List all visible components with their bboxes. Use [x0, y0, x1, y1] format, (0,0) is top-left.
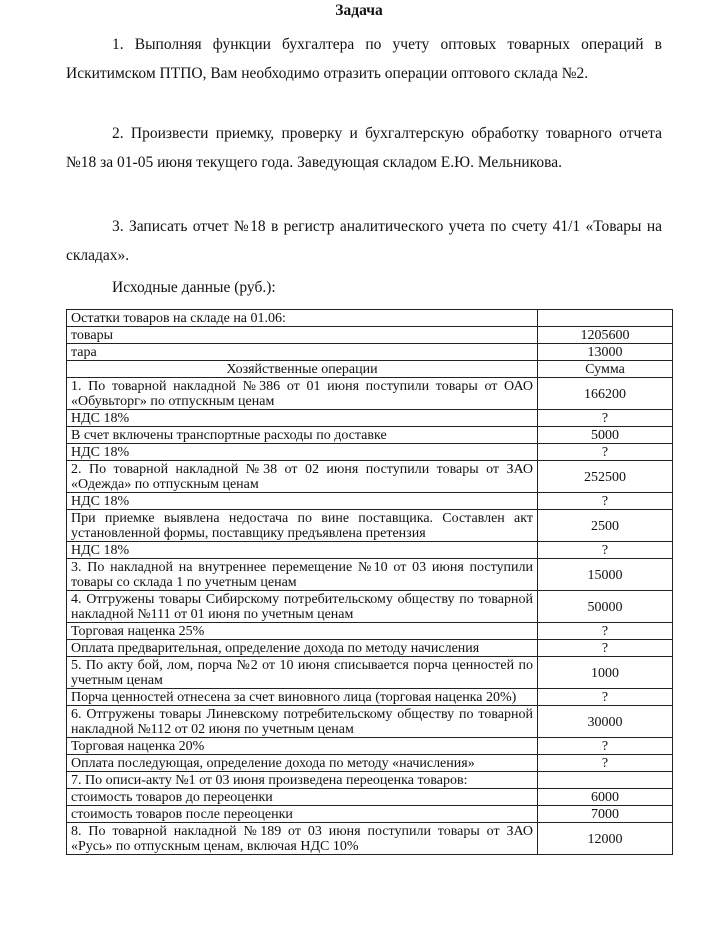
sum-cell: ? [538, 444, 673, 461]
paragraph-2-text: 2. Произвести приемку, проверку и бухгалтерскую обработку товарного отчета №18 за 01-05 июня текущего года. Заведующая складом Е.Ю. Мельникова. [66, 125, 662, 171]
operation-cell: 7. По описи-акту №1 от 03 июня произведена переоценка товаров: [67, 772, 538, 789]
sum-cell: 12000 [538, 823, 673, 855]
operation-cell: 5. По акту бой, лом, порча №2 от 10 июня списывается порча ценностей по учетным ценам [67, 657, 538, 689]
sum-cell: 5000 [538, 427, 673, 444]
sum-cell: 13000 [538, 344, 673, 361]
table-row [67, 410, 673, 427]
table-row [67, 327, 673, 344]
table-row [67, 378, 673, 410]
sum-cell: 15000 [538, 559, 673, 591]
table-row [67, 559, 673, 591]
sum-cell: ? [538, 640, 673, 657]
operation-cell: стоимость товаров до переоценки [67, 789, 538, 806]
operation-cell: 3. По накладной на внутреннее перемещение №10 от 03 июня поступили товары со склада 1 по учетным ценам [67, 559, 538, 591]
operation-cell: 1. По товарной накладной №386 от 01 июня поступили товары от ОАО «Обувьторг» по отпускным ценам [67, 378, 538, 410]
sum-cell: 6000 [538, 789, 673, 806]
table-header-row [67, 361, 673, 378]
sum-cell [538, 310, 673, 327]
table-row [67, 344, 673, 361]
operation-cell: Торговая наценка 25% [67, 623, 538, 640]
table-row [67, 493, 673, 510]
operation-cell: 6. Отгружены товары Линевскому потребительскому обществу по товарной накладной №112 от 02 июня по учетным ценам [67, 706, 538, 738]
operation-cell: При приемке выявлена недостача по вине поставщика. Составлен акт установленной формы, поставщику предъявлена претензия [67, 510, 538, 542]
sum-cell: ? [538, 542, 673, 559]
operation-cell: НДС 18% [67, 542, 538, 559]
table-row [67, 657, 673, 689]
table-row [67, 706, 673, 738]
table-row [67, 789, 673, 806]
sum-cell: 50000 [538, 591, 673, 623]
sum-cell: 252500 [538, 461, 673, 493]
sum-cell: ? [538, 755, 673, 772]
operation-cell: товары [67, 327, 538, 344]
operation-cell: 2. По товарной накладной №38 от 02 июня поступили товары от ЗАО «Одежда» по отпускным ценам [67, 461, 538, 493]
paragraph-3-text: 3. Записать отчет №18 в регистр аналитического учета по счету 41/1 «Товары на складах». [66, 218, 662, 264]
table-caption: Исходные данные (руб.): [112, 279, 276, 296]
table-row [67, 689, 673, 706]
sum-cell: 1205600 [538, 327, 673, 344]
table-row [67, 640, 673, 657]
sum-cell: 30000 [538, 706, 673, 738]
operation-cell: НДС 18% [67, 493, 538, 510]
operation-cell: Порча ценностей отнесена за счет виновного лица (торговая наценка 20%) [67, 689, 538, 706]
paragraph-2 [66, 119, 662, 177]
table-row [67, 542, 673, 559]
header-sum: Сумма [538, 361, 673, 378]
table-row [67, 623, 673, 640]
operation-cell: Оплата последующая, определение дохода по методу «начисления» [67, 755, 538, 772]
table-row [67, 444, 673, 461]
sum-cell [538, 772, 673, 789]
sum-cell: 1000 [538, 657, 673, 689]
sum-cell: ? [538, 493, 673, 510]
table-row [67, 510, 673, 542]
operation-cell: Торговая наценка 20% [67, 738, 538, 755]
sum-cell: 166200 [538, 378, 673, 410]
sum-cell: ? [538, 623, 673, 640]
table-row [67, 461, 673, 493]
sum-cell: ? [538, 689, 673, 706]
table-row [67, 738, 673, 755]
operation-cell: стоимость товаров после переоценки [67, 806, 538, 823]
table-row [67, 427, 673, 444]
table-row [67, 772, 673, 789]
table-row [67, 806, 673, 823]
sum-cell: ? [538, 410, 673, 427]
paragraph-1-text: 1. Выполняя функции бухгалтера по учету оптовых товарных операций в Искитимском ПТПО, Вам необходимо отразить операции оптового склада №2. [66, 36, 662, 82]
sum-cell: 7000 [538, 806, 673, 823]
operation-cell: 4. Отгружены товары Сибирскому потребительскому обществу по товарной накладной №111 от 01 июня по учетным ценам [67, 591, 538, 623]
table-row [67, 310, 673, 327]
paragraph-3 [66, 212, 662, 270]
operation-cell: НДС 18% [67, 444, 538, 461]
source-data-table [66, 309, 673, 855]
operation-cell: Остатки товаров на складе на 01.06: [67, 310, 538, 327]
table-row [67, 755, 673, 772]
paragraph-1 [66, 30, 662, 88]
operation-cell: Оплата предварительная, определение дохода по методу начисления [67, 640, 538, 657]
operation-cell: 8. По товарной накладной №189 от 03 июня поступили товары от ЗАО «Русь» по отпускным ценам, включая НДС 10% [67, 823, 538, 855]
sum-cell: ? [538, 738, 673, 755]
header-operation: Хозяйственные операции [67, 361, 538, 378]
operation-cell: тара [67, 344, 538, 361]
operation-cell: НДС 18% [67, 410, 538, 427]
operation-cell: В счет включены транспортные расходы по доставке [67, 427, 538, 444]
sum-cell: 2500 [538, 510, 673, 542]
table-row [67, 591, 673, 623]
document-title: Задача [335, 2, 383, 19]
table-row [67, 823, 673, 855]
